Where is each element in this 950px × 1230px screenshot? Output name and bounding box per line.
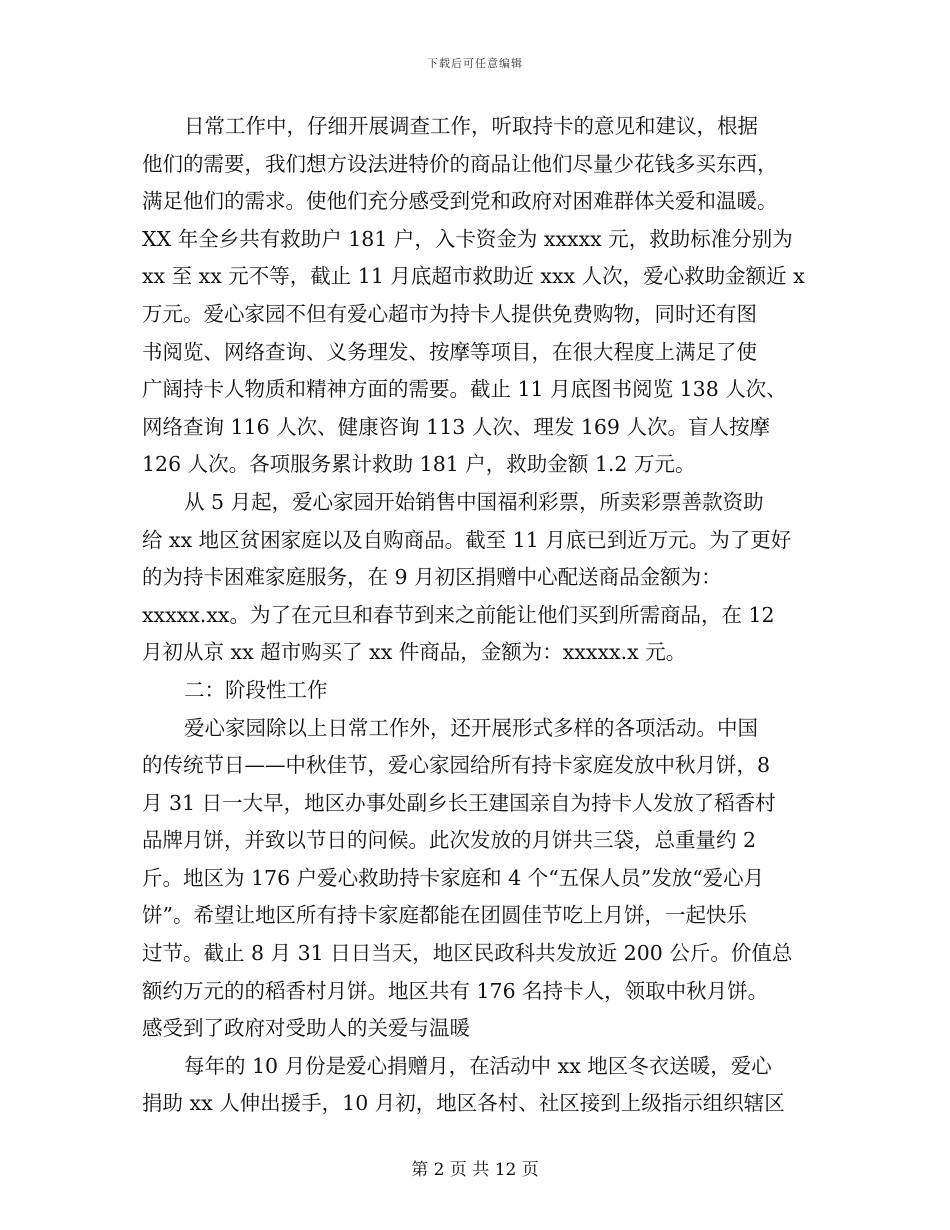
text-line: 他们的需要，我们想方设法进特价的商品让他们尽量少花钱多买东西， <box>142 151 778 176</box>
text-line: 过节。截止 8 月 31 日日当天，地区民政科共发放近 200 公斤。价值总 <box>142 941 793 966</box>
text-line: 的传统节日——中秋佳节，爱心家园给所有持卡家庭发放中秋月饼，8 <box>142 753 771 778</box>
text-line: 每年的 10 月份是爱心捐赠月，在活动中 xx 地区冬衣送暖，爱心 <box>184 1053 772 1078</box>
text-line: 饼”。希望让地区所有持卡家庭都能在团圆佳节吃上月饼，一起快乐 <box>142 903 747 928</box>
page-number: 第 2 页 共 12 页 <box>411 1160 539 1180</box>
text-line: 月 31 日一大早，地区办事处副乡长王建国亲自为持卡人发放了稻香村 <box>142 790 776 815</box>
document-body <box>142 108 812 1123</box>
text-line: XX 年全乡共有救助户 181 户，入卡资金为 xxxxx 元，救助标准分别为 <box>142 226 793 251</box>
text-line: 爱心家园除以上日常工作外，还开展形式多样的各项活动。中国 <box>184 715 758 740</box>
text-line: 月初从京 xx 超市购买了 xx 件商品，金额为：xxxxx.x 元。 <box>142 640 687 665</box>
text-line: 广阔持卡人物质和精神方面的需要。截止 11 月底图书阅览 138 人次、 <box>142 377 787 402</box>
text-line: 满足他们的需求。使他们充分感受到党和政府对困难群体关爱和温暖。 <box>142 189 778 214</box>
text-line: 斤。地区为 176 户爱心救助持卡家庭和 4 个“五保人员”发放“爱心月 <box>142 865 765 890</box>
text-line: 品牌月饼，并致以节日的问候。此次发放的月饼共三袋，总重量约 2 <box>142 828 757 853</box>
text-line: 捐助 xx 人伸出援手，10 月初，地区各村、社区接到上级指示组织辖区 <box>142 1091 785 1116</box>
page-header-note: 下载后可任意编辑 <box>427 57 523 70</box>
text-line: xxxxx.xx。为了在元旦和春节到来之前能让他们买到所需商品，在 12 <box>142 602 775 627</box>
text-line: 从 5 月起，爱心家园开始销售中国福利彩票，所卖彩票善款资助 <box>184 489 764 514</box>
text-line: 126 人次。各项服务累计救助 181 户，救助金额 1.2 万元。 <box>142 452 696 477</box>
text-line: 的为持卡困难家庭服务，在 9 月初区捐赠中心配送商品金额为： <box>142 565 722 590</box>
text-line: 感受到了政府对受助人的关爱与温暖 <box>142 1016 470 1041</box>
section-heading: 二：阶段性工作 <box>184 677 328 702</box>
text-line: 书阅览、网络查询、义务理发、按摩等项目，在很大程度上满足了使 <box>142 339 757 364</box>
text-line: 网络查询 116 人次、健康咨询 113 人次、理发 169 人次。盲人按摩 <box>142 414 770 439</box>
text-line: 给 xx 地区贫困家庭以及自购商品。截至 11 月底已到近万元。为了更好 <box>142 527 792 552</box>
text-line: 万元。爱心家园不但有爱心超市为持卡人提供免费购物，同时还有图 <box>142 301 757 326</box>
text-line: 日常工作中，仔细开展调查工作，听取持卡的意见和建议，根据 <box>184 114 758 138</box>
text-line: 额约万元的的稻香村月饼。地区共有 176 名持卡人，领取中秋月饼。 <box>142 978 769 1003</box>
text-line: xx 至 xx 元不等，截止 11 月底超市救助近 xxx 人次，爱心救助金额近 x <box>142 264 805 289</box>
